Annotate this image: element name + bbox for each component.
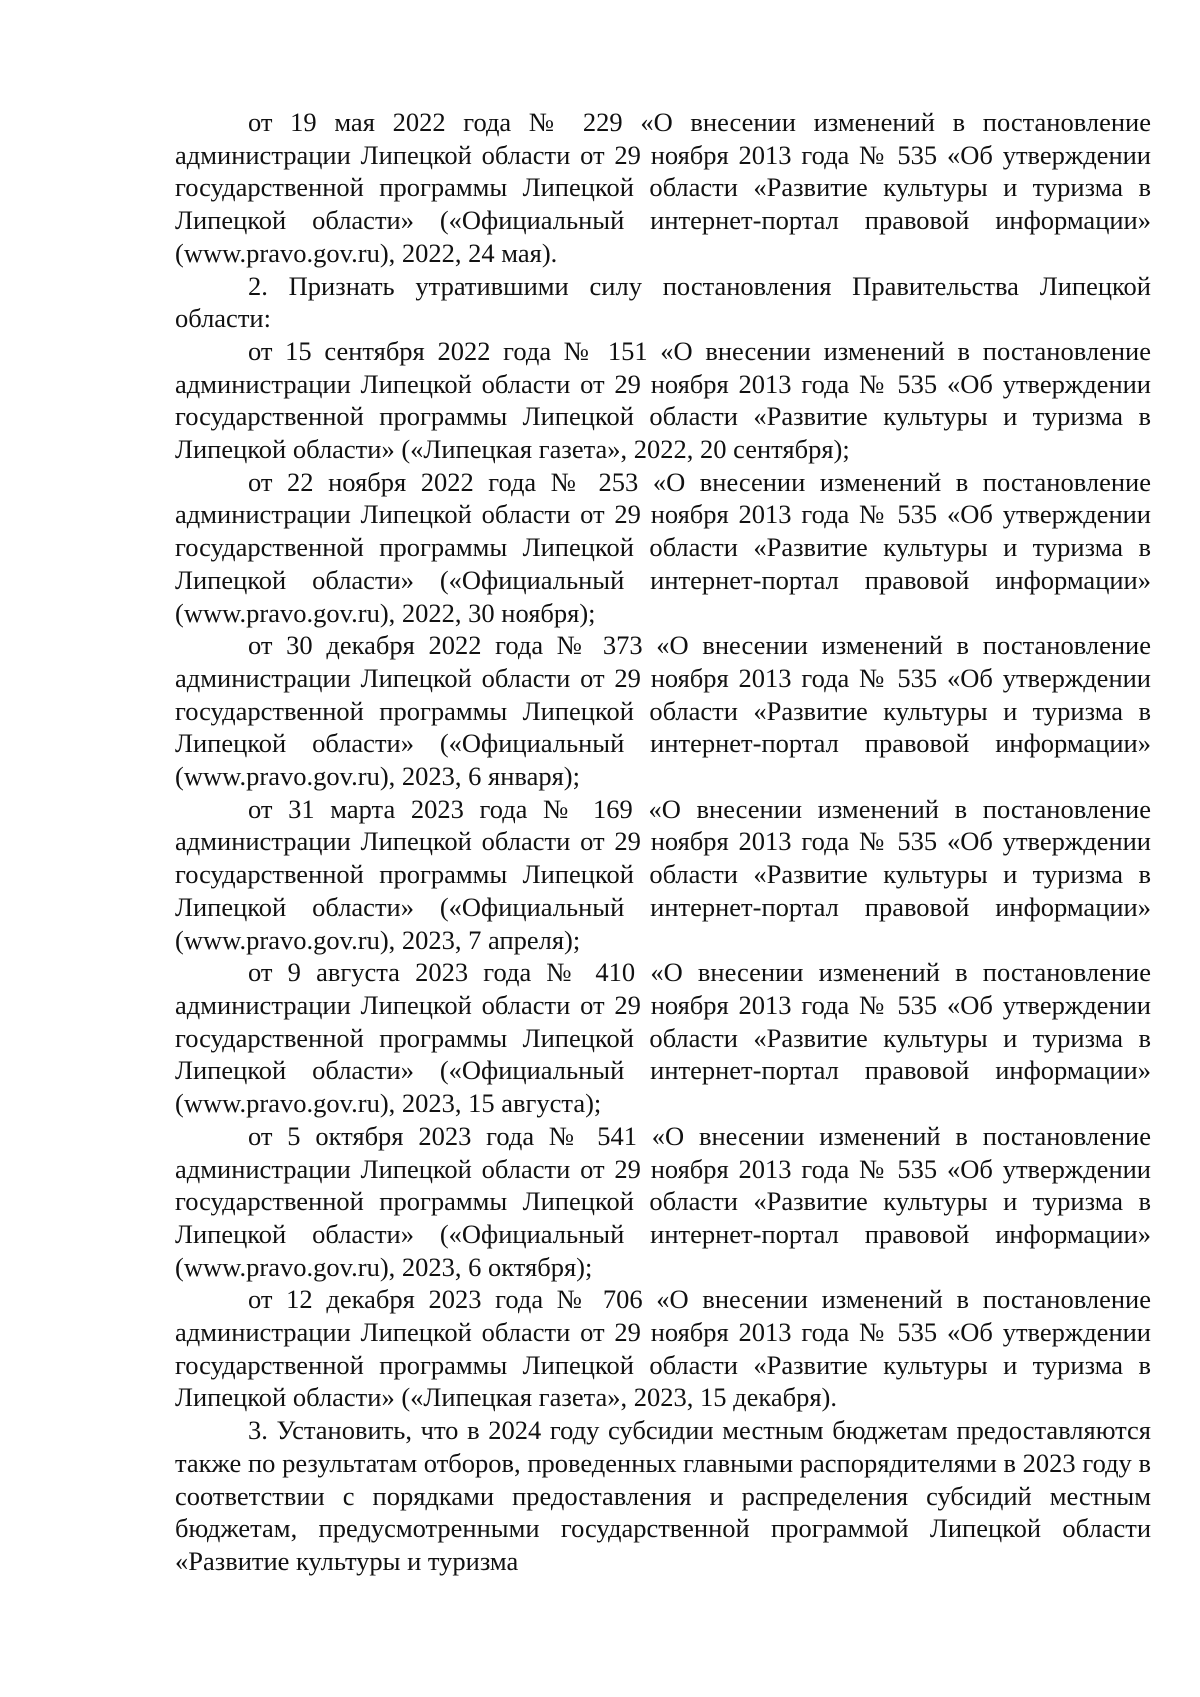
- paragraph-repeal-229: от 19 мая 2022 года № 229 «О внесении изменений в постановление администрации Липецкой области от 29 ноября 2013 года № 535 «Об утверждении государственной программы Липецкой области «Развитие культуры и туризма в Липецкой области» («Официальный интернет-портал правовой информации» (www.pravo.gov.ru), 2022, 24 мая).: [175, 107, 1151, 268]
- paragraph-repeal-253: от 22 ноября 2022 года № 253 «О внесении изменений в постановление администрации Липецкой области от 29 ноября 2013 года № 535 «Об утверждении государственной программы Липецкой области «Развитие культуры и туризма в Липецкой области» («Официальный интернет-портал правовой информации» (www.pravo.gov.ru), 2022, 30 ноября);: [175, 466, 1151, 628]
- paragraph-repeal-541: от 5 октября 2023 года № 541 «О внесении изменений в постановление администрации Липецкой области от 29 ноября 2013 года № 535 «Об утверждении государственной программы Липецкой области «Развитие культуры и туризма в Липецкой области» («Официальный интернет-портал правовой информации» (www.pravo.gov.ru), 2023, 6 октября);: [175, 1120, 1151, 1282]
- paragraph-item-2: 2. Признать утратившими силу постановления Правительства Липецкой области:: [175, 270, 1151, 334]
- paragraph-repeal-169: от 31 марта 2023 года № 169 «О внесении изменений в постановление администрации Липецкой области от 29 ноября 2013 года № 535 «Об утверждении государственной программы Липецкой области «Развитие культуры и туризма в Липецкой области» («Официальный интернет-портал правовой информации» (www.pravo.gov.ru), 2023, 7 апреля);: [175, 793, 1151, 955]
- paragraph-item-3: 3. Установить, что в 2024 году субсидии местным бюджетам предоставляются также по результатам отборов, проведенных главными распорядителями в 2023 году в соответствии с порядками предоставления и распределения субсидий местным бюджетам, предусмотренными государственной программой Липецкой области «Развитие культуры и туризма: [175, 1415, 1151, 1576]
- paragraph-repeal-410: от 9 августа 2023 года № 410 «О внесении изменений в постановление администрации Липецкой области от 29 ноября 2013 года № 535 «Об утверждении государственной программы Липецкой области «Развитие культуры и туризма в Липецкой области» («Официальный интернет-портал правовой информации» (www.pravo.gov.ru), 2023, 15 августа);: [175, 957, 1151, 1119]
- paragraph-repeal-151: от 15 сентября 2022 года № 151 «О внесении изменений в постановление администрации Липецкой области от 29 ноября 2013 года № 535 «Об утверждении государственной программы Липецкой области «Развитие культуры и туризма в Липецкой области» («Липецкая газета», 2022, 20 сентября);: [175, 335, 1151, 465]
- paragraph-repeal-373: от 30 декабря 2022 года № 373 «О внесении изменений в постановление администрации Липецкой области от 29 ноября 2013 года № 535 «Об утверждении государственной программы Липецкой области «Развитие культуры и туризма в Липецкой области» («Официальный интернет-портал правовой информации» (www.pravo.gov.ru), 2023, 6 января);: [175, 630, 1151, 792]
- paragraph-repeal-706: от 12 декабря 2023 года № 706 «О внесении изменений в постановление администрации Липецкой области от 29 ноября 2013 года № 535 «Об утверждении государственной программы Липецкой области «Развитие культуры и туризма в Липецкой области» («Липецкая газета», 2023, 15 декабря).: [175, 1284, 1151, 1413]
- document-page: [175, 106, 1151, 1578]
